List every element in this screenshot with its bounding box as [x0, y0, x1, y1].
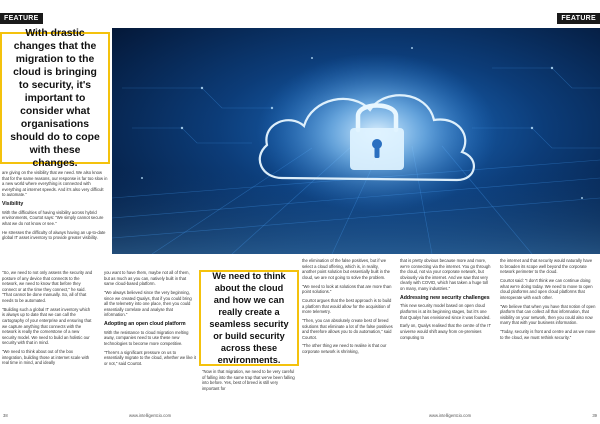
paragraph: "There's a significant pressure on us to essentially migrate to the cloud, whether we like it or not," said Courtot. — [104, 349, 196, 366]
column-5 — [400, 258, 492, 343]
column-2 — [104, 270, 196, 370]
column-1b — [2, 270, 94, 369]
paragraph: "Now in that migration, we need to be very careful of falling into the same trap that we've been falling into before. Yes, best of breed is still very important for — [202, 369, 295, 391]
paragraph: "We need to think about out of the box integration, building those at internet scale with real time in mind, and ideally — [2, 349, 90, 366]
paragraph: the internet and that security would naturally have to broaden its scope well beyond the corporate network perimeter to the cloud. — [500, 258, 593, 275]
subheading-new-security-challenges: Addressing new security challenges — [400, 294, 490, 301]
column-4 — [302, 258, 394, 358]
page-number-right: 39 — [592, 413, 597, 418]
pull-quote-top: With drastic changes that the migration to the cloud is bringing to security, it's important to consider what organisations should do to cope with these changes. — [0, 32, 110, 164]
column-6 — [500, 258, 596, 343]
paragraph: Early on, Qualys realised that the centre of the IT universe would shift away from on-premises computing to — [400, 323, 491, 340]
paragraph: "We always believed since the very beginning, since we created Qualys, that if you could bring all the telemetry into one place, then you could essentially correlate and analyse that information." — [104, 289, 192, 318]
paragraph: He stresses the difficulty of always having an up-to-date global IT asset inventory to provide greater visibility. — [2, 229, 106, 241]
paragraph: "The other thing we need to realise is that our corporate network is shrinking, — [302, 343, 387, 355]
footer-url-left: www.intelligentcio.com — [128, 413, 172, 418]
paragraph: that is pretty obvious because more and more, we're connecting via the internet. You go through the cloud, not via your corporate network, but obviously via the internet. And we saw that very clearly with COVID, which has taken a huge toll on many, many industries." — [400, 258, 491, 291]
paragraph: you want to have them, maybe not all of them, but as much as you can, natively built in that same cloud-based platform. — [104, 270, 190, 287]
paragraph: the elimination of the false positives, but if we select a cloud offering, which is, in reality, another point solution but essentially built in the cloud, we are not going to solve the problem. — [302, 258, 390, 280]
subheading-open-cloud: Adopting an open cloud platform — [104, 321, 186, 328]
paragraph: With the difficulties of having visibility across hybrid environments, Courtot says: "We simply cannot secure what we do not know or see." — [2, 209, 104, 226]
paragraph: "Then, you can absolutely create best of breed solutions that eliminate a lot of the false positives and therefore allows you to do automation," said Courtot. — [302, 317, 393, 340]
paragraph: "So, we need to not only assess the security and posture of any device that connects to the network, we need to know that before they connect or at the time they connect," he said. "That cannot be done manually. So, all of that needs to be automated. — [2, 270, 93, 303]
paragraph: "Building such a global IT asset inventory which is always up to date that we can call the cartography of your enterprise and ensuring that we capture anything that connects with the network is really the cornerstone of a new security model. We need to build an holistic our security with that in mind. — [2, 306, 92, 346]
column-3 — [202, 369, 296, 395]
feature-label-left: FEATURE — [0, 13, 43, 24]
right-page — [300, 0, 600, 424]
page-number-left: 38 — [3, 413, 8, 418]
feature-label-right: FEATURE — [557, 13, 600, 24]
footer-url-right: www.intelligentcio.com — [428, 413, 472, 418]
paragraph: Courtot argues that the best approach is to build a platform that would allow for the acquisition of more telemetry. — [302, 297, 392, 315]
subheading-visibility: Visibility — [2, 201, 24, 208]
paragraph: With the resistance to cloud migration melting away, companies need to use these new technologies to become more competitive. — [104, 329, 189, 346]
paragraph: "Today, security is front and centre and as we move to the cloud, we must rethink security." — [500, 329, 596, 340]
paragraph: "We need to look at solutions that are more than point solutions." — [302, 283, 392, 295]
paragraph: This new security model based on open cloud platforms is at its beginning stages, but it's one that Qualys has envisioned since it was founded. — [400, 303, 491, 320]
pull-quote-mid: We need to think about the cloud and how we can really create a seamless security or build security across these environments. — [199, 270, 299, 366]
paragraph: "We believe that when you have that notion of open platform that can collect all that information, that visibility on your network, then you could also now marry that with your business information. — [500, 303, 596, 326]
paragraph: Courtot said: "I don't think we can continue doing what we're doing today. We need to move to open cloud platforms and open cloud platforms that interoperate with each other. — [500, 277, 593, 300]
paragraph: are giving on the visibility that we need. We also know that for the same reasons, our response is far too slow in a new world where everything is connected with everything at internet speeds. And it's also very difficult to automate." — [2, 170, 108, 198]
column-1 — [2, 170, 108, 244]
